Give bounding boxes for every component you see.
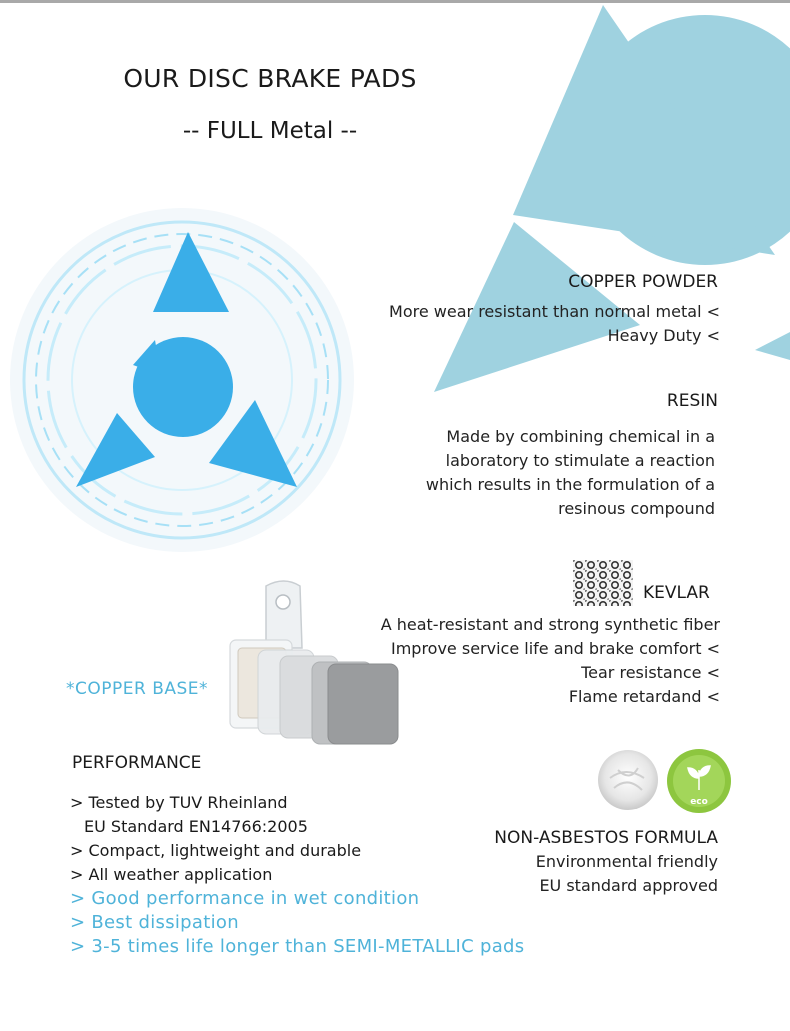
page-subtitle: -- FULL Metal -- [182,118,358,144]
performance-highlight: > 3-5 times life longer than SEMI-METALLIC pads [70,936,525,957]
brake-pad-exploded-image [218,578,408,748]
copper-powder-heading: COPPER POWDER [568,272,718,292]
resin-line: Made by combining chemical in a [446,427,715,446]
performance-item: > Tested by TUV Rheinland [70,793,288,812]
performance-item: > All weather application [70,865,273,884]
copper-powder-line: More wear resistant than normal metal < [389,302,720,321]
non-asbestos-text [430,850,718,898]
kevlar-line: Improve service life and brake comfort < [390,639,720,658]
decor-triangle-edge [755,332,790,360]
brand-logo-graphic [5,195,355,560]
performance-heading: PERFORMANCE [72,753,202,773]
kevlar-texture-icon [573,560,633,606]
resin-line: laboratory to stimulate a reaction [445,451,715,470]
resin-text [360,425,715,521]
kevlar-heading: KEVLAR [643,583,710,603]
performance-item: > Compact, lightweight and durable [70,841,362,860]
resin-line: resinous compound [558,499,715,518]
copper-powder-text [330,300,720,348]
kevlar-line: Tear resistance < [581,663,720,682]
resin-heading: RESIN [666,391,718,411]
kevlar-line: Flame retardand < [568,687,720,706]
performance-highlight: > Best dissipation [70,912,239,933]
eco-label: eco [690,797,708,807]
performance-item: EU Standard EN14766:2005 [84,817,308,836]
page-title: OUR DISC BRAKE PADS [123,64,417,93]
copper-powder-line: Heavy Duty < [607,326,720,345]
performance-highlight: > Good performance in wet condition [70,888,420,909]
fiber-material-icon [596,748,660,812]
copper-base-label: *COPPER BASE* [66,679,209,699]
eco-badge-icon [666,748,732,814]
non-asbestos-heading: NON-ASBESTOS FORMULA [494,828,718,848]
non-asbestos-line: EU standard approved [539,876,718,895]
resin-line: which results in the formulation of a [425,475,715,494]
non-asbestos-line: Environmental friendly [535,852,718,871]
kevlar-line: A heat-resistant and strong synthetic fiber [380,615,720,634]
